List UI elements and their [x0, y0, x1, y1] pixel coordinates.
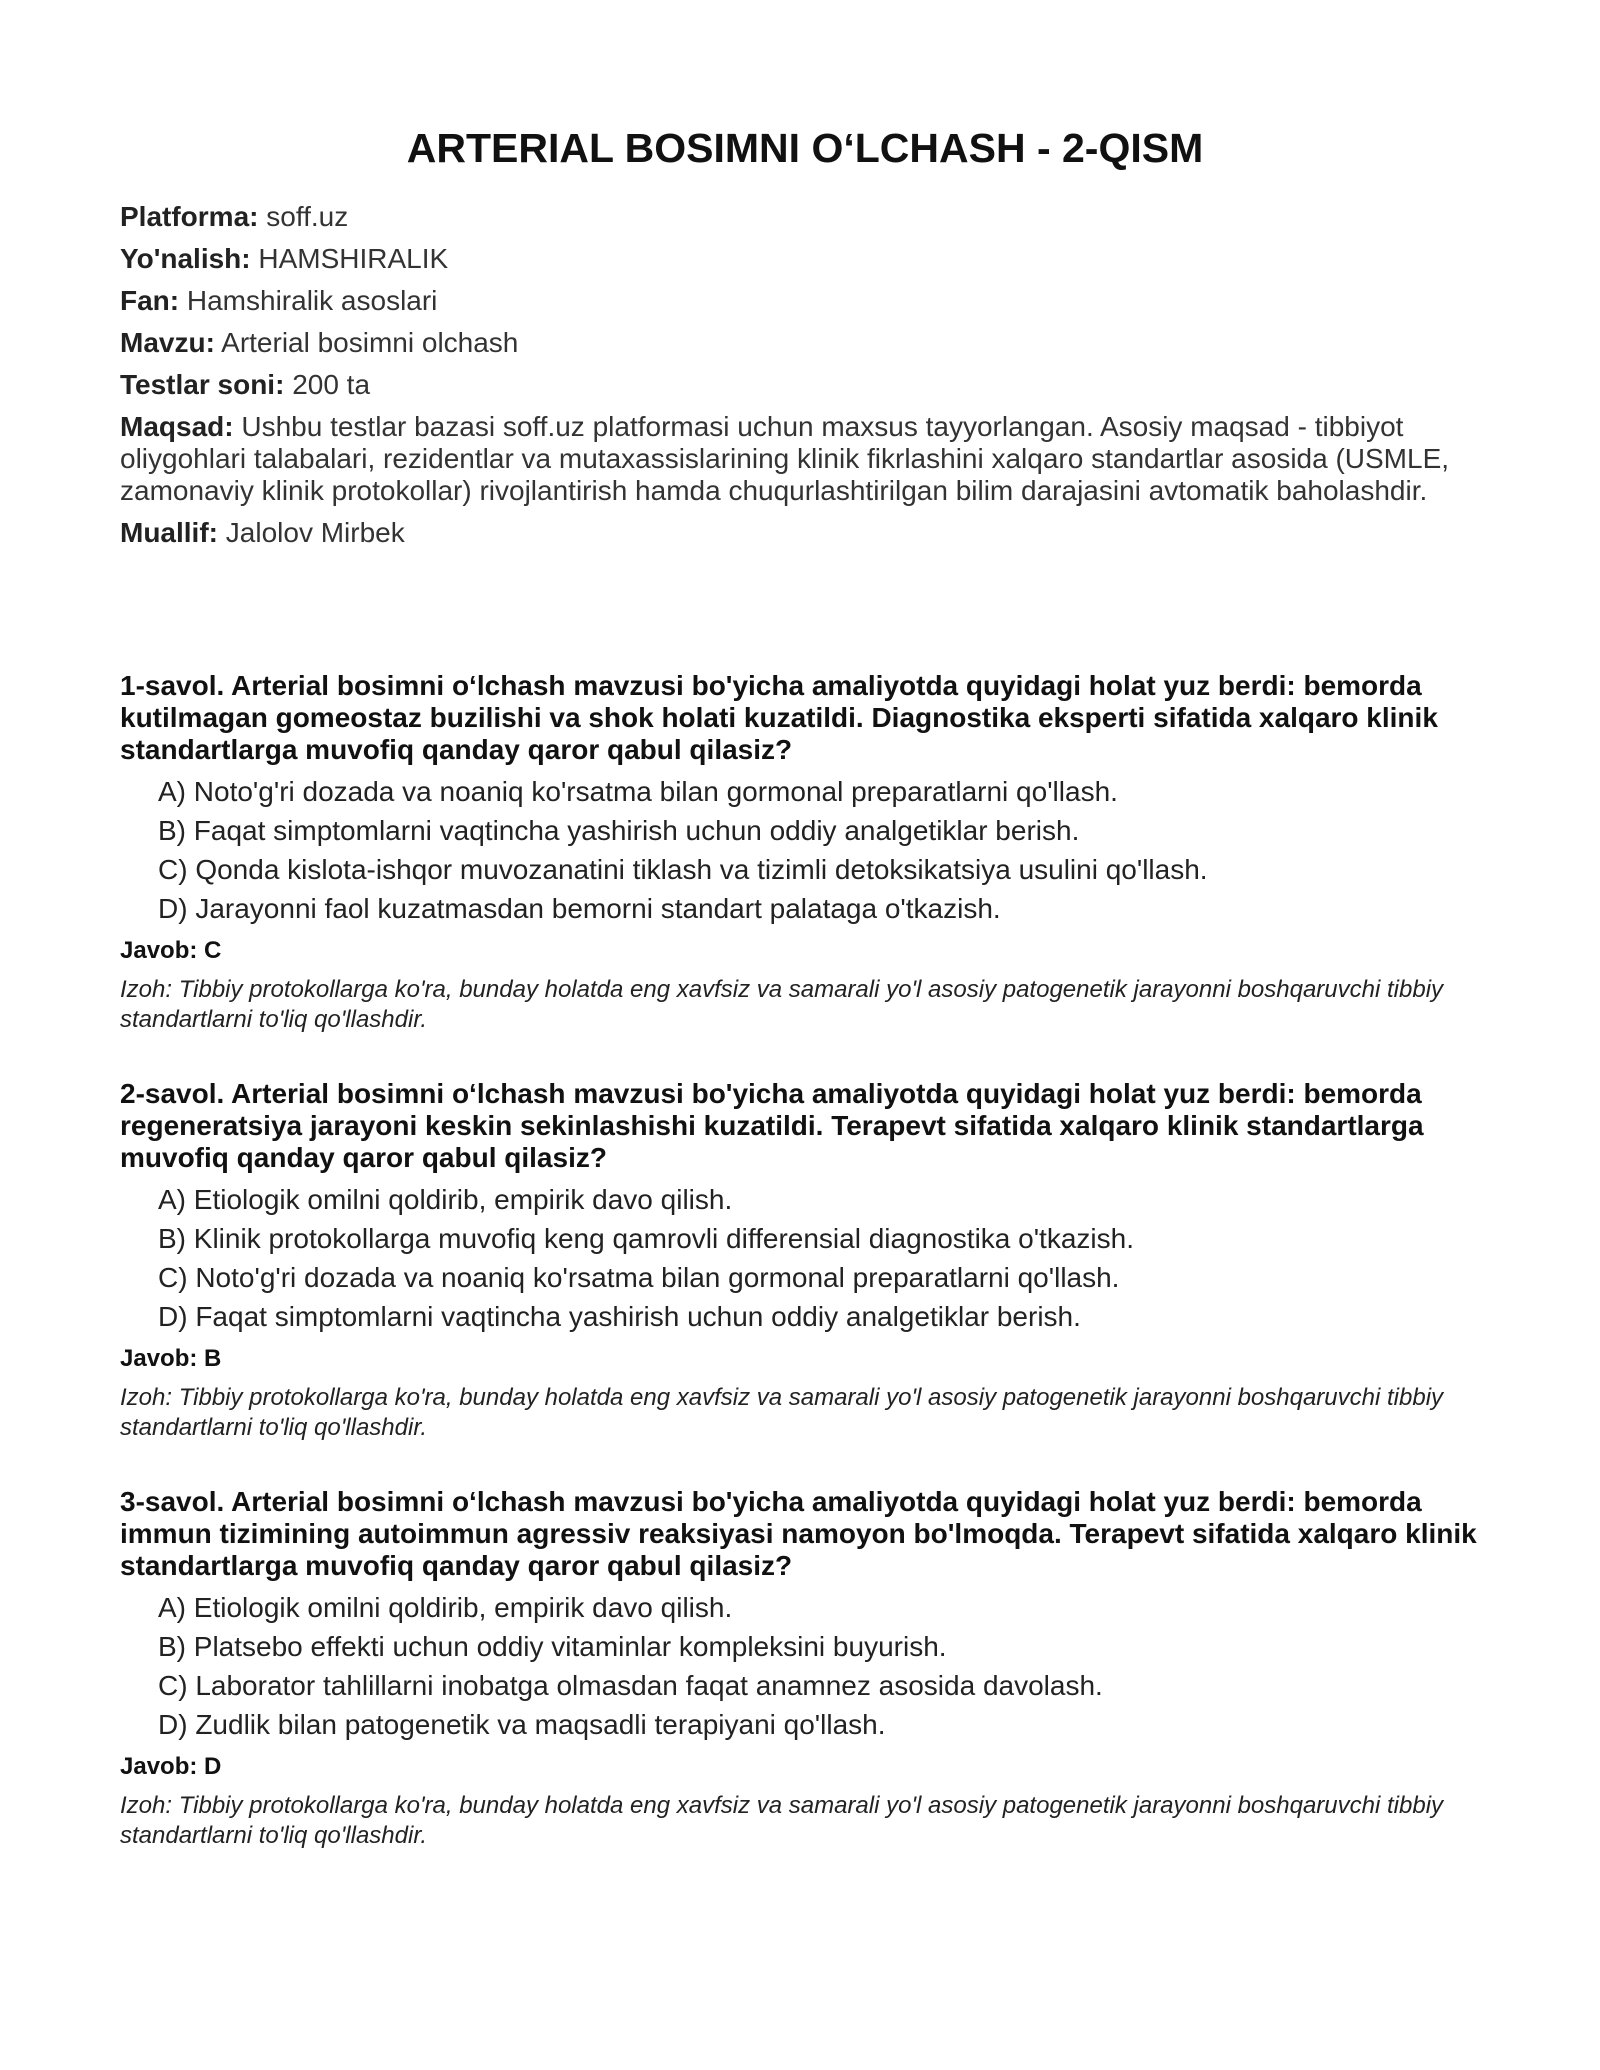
question-list: [120, 670, 1490, 1894]
meta-label: Muallif:: [120, 517, 218, 548]
option-b: B) Klinik protokollarga muvofiq keng qamrovli differensial diagnostika o'tkazish.: [158, 1223, 1134, 1254]
option-c: C) Qonda kislota-ishqor muvozanatini tiklash va tizimli detoksikatsiya usulini qo'llash.: [158, 854, 1208, 885]
meta-value: soff.uz: [266, 201, 349, 232]
meta-label: Mavzu:: [120, 327, 215, 358]
option-c: C) Laborator tahlillarni inobatga olmasdan faqat anamnez asosida davolash.: [158, 1670, 1103, 1701]
option-b: B) Platsebo effekti uchun oddiy vitaminlar kompleksini buyurish.: [158, 1631, 947, 1662]
meta-label: Testlar soni:: [120, 369, 285, 400]
explanation-text: Izoh: Tibbiy protokollarga ko'ra, bunday holatda eng xavfsiz va samarali yo'l asosiy patogenetik jarayonni boshqaruvchi tibbiy standartlarni to'liq qo'llashdir.: [120, 1384, 1444, 1441]
option-list: [120, 776, 1490, 925]
meta-label: Fan:: [120, 285, 180, 316]
question-3: [120, 1486, 1490, 1894]
answer-label: Javob: D: [120, 1753, 222, 1780]
option-d: D) Zudlik bilan patogenetik va maqsadli terapiyani qo'llash.: [158, 1709, 886, 1740]
answer-label: Javob: B: [120, 1345, 222, 1372]
document-meta: [120, 201, 1490, 559]
option-a: A) Etiologik omilni qoldirib, empirik davo qilish.: [158, 1184, 733, 1215]
question-1: [120, 670, 1490, 1078]
meta-label: Yo'nalish:: [120, 243, 251, 274]
document-title: ARTERIAL BOSIMNI O‘LCHASH - 2-QISM: [406, 125, 1204, 171]
answer-label: Javob: C: [120, 937, 222, 964]
option-a: A) Noto'g'ri dozada va noaniq ko'rsatma bilan gormonal preparatlarni qo'llash.: [158, 776, 1118, 807]
question-text: 3-savol. Arterial bosimni o‘lchash mavzusi bo'yicha amaliyotda quyidagi holat yuz berdi: bemorda immun tizimining autoimmun agressiv reaksiyasi namoyon bo'lmoqda. Terapevt sifatida xalqaro klinik standartlarga muvofiq qanday qaror qabul qilasiz?: [120, 1486, 1477, 1581]
meta-purpose: [120, 411, 1490, 507]
meta-value: Ushbu testlar bazasi soff.uz platformasi uchun maxsus tayyorlangan. Asosiy maqsad - tibbiyot oliygohlari talabalari, rezidentlar va mutaxassislarining klinik fikrlashini xalqaro standartlar asosida (USMLE, zamonaviy klinik protokollar) rivojlantirish hamda chuqurlashtirilgan bilim darajasini avtomatik baholashdir.: [120, 411, 1450, 506]
option-list: [120, 1184, 1490, 1333]
option-d: D) Faqat simptomlarni vaqtincha yashirish uchun oddiy analgetiklar berish.: [158, 1301, 1081, 1332]
meta-topic: [120, 327, 1490, 359]
meta-direction: [120, 243, 1490, 275]
meta-value: Arterial bosimni olchash: [221, 327, 519, 358]
meta-value: 200 ta: [292, 369, 371, 400]
meta-label: Platforma:: [120, 201, 259, 232]
meta-author: [120, 517, 1490, 549]
meta-platform: [120, 201, 1490, 233]
option-c: C) Noto'g'ri dozada va noaniq ko'rsatma bilan gormonal preparatlarni qo'llash.: [158, 1262, 1120, 1293]
meta-subject: [120, 285, 1490, 317]
option-a: A) Etiologik omilni qoldirib, empirik davo qilish.: [158, 1592, 733, 1623]
meta-value: HAMSHIRALIK: [258, 243, 449, 274]
explanation-text: Izoh: Tibbiy protokollarga ko'ra, bunday holatda eng xavfsiz va samarali yo'l asosiy patogenetik jarayonni boshqaruvchi tibbiy standartlarni to'liq qo'llashdir.: [120, 1792, 1444, 1849]
question-2: [120, 1078, 1490, 1486]
meta-value: Jalolov Mirbek: [225, 517, 405, 548]
question-text: 2-savol. Arterial bosimni o‘lchash mavzusi bo'yicha amaliyotda quyidagi holat yuz berdi: bemorda regeneratsiya jarayoni keskin sekinlashishi kuzatildi. Terapevt sifatida xalqaro klinik standartlarga muvofiq qanday qaror qabul qilasiz?: [120, 1078, 1424, 1173]
option-list: [120, 1592, 1490, 1741]
option-d: D) Jarayonni faol kuzatmasdan bemorni standart palataga o'tkazish.: [158, 893, 1001, 924]
explanation-text: Izoh: Tibbiy protokollarga ko'ra, bunday holatda eng xavfsiz va samarali yo'l asosiy patogenetik jarayonni boshqaruvchi tibbiy standartlarni to'liq qo'llashdir.: [120, 976, 1444, 1033]
option-b: B) Faqat simptomlarni vaqtincha yashirish uchun oddiy analgetiklar berish.: [158, 815, 1080, 846]
question-text: 1-savol. Arterial bosimni o‘lchash mavzusi bo'yicha amaliyotda quyidagi holat yuz berdi: bemorda kutilmagan gomeostaz buzilishi va shok holati kuzatildi. Diagnostika eksperti sifatida xalqaro klinik standartlarga muvofiq qanday qaror qabul qilasiz?: [120, 670, 1438, 765]
meta-value: Hamshiralik asoslari: [186, 285, 438, 316]
meta-test-count: [120, 369, 1490, 401]
meta-label: Maqsad:: [120, 411, 234, 442]
